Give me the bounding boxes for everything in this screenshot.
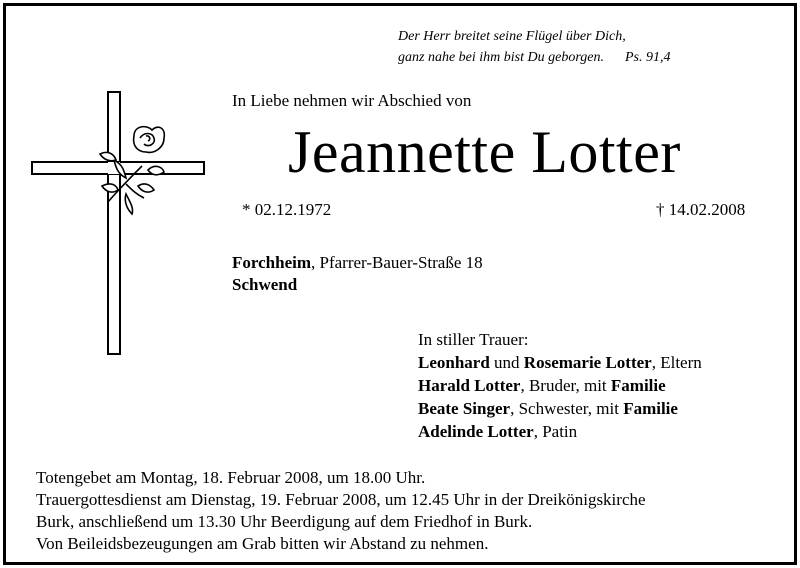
verse-reference: Ps. 91,4 [624, 50, 671, 65]
address-street-1: , Pfarrer-Bauer-Straße 18 [311, 253, 483, 272]
mourners-block [418, 328, 702, 443]
address-city-2: Schwend [232, 275, 298, 294]
mourner-row [418, 420, 702, 443]
mourner-relation: , Bruder, mit [520, 376, 611, 395]
mourner-name: Beate Singer [418, 399, 511, 418]
service-line-2: Trauergottesdienst am Dienstag, 19. Februar 2008, um 12.45 Uhr in der Dreikönigskirche [36, 490, 646, 509]
mourner-relation: , Schwester, mit [510, 399, 624, 418]
mourner-name: Adelinde Lotter [418, 422, 534, 441]
mourners-list [418, 351, 702, 443]
farewell-intro: In Liebe nehmen wir Abschied von [232, 91, 472, 110]
mourner-name: Harald Lotter [418, 376, 521, 395]
mourner-name: Familie [610, 376, 666, 395]
mourner-row [418, 374, 702, 397]
obituary-notice [3, 3, 797, 565]
address-line-2 [232, 274, 483, 296]
verse-line-2-text: ganz nahe bei ihm bist Du geborgen. [398, 50, 604, 65]
mourner-name: Familie [623, 399, 678, 418]
address-line-1 [232, 252, 483, 274]
bible-verse [398, 26, 670, 68]
verse-line-2 [398, 47, 670, 68]
service-line-4: Von Beileidsbezeugungen am Grab bitten wir Abstand zu nehmen. [36, 534, 489, 553]
mourner-row [418, 397, 702, 420]
mourner-relation: und [489, 353, 524, 372]
address-block [232, 252, 483, 296]
birth-date: * 02.12.1972 [242, 200, 332, 219]
service-details [36, 467, 646, 555]
deceased-name: Jeannette Lotter [288, 119, 681, 185]
service-line-1: Totengebet am Montag, 18. Februar 2008, um 18.00 Uhr. [36, 468, 426, 487]
mourner-name: Leonhard [418, 353, 490, 372]
mourner-name: Rosemarie Lotter [523, 353, 652, 372]
mourner-relation: , Patin [533, 422, 578, 441]
mourners-heading: In stiller Trauer: [418, 330, 529, 349]
service-line-3: Burk, anschließend um 13.30 Uhr Beerdigung auf dem Friedhof in Burk. [36, 512, 533, 531]
verse-line-1: Der Herr breitet seine Flügel über Dich, [398, 29, 626, 44]
address-city-1: Forchheim [232, 253, 312, 272]
mourner-relation: , Eltern [651, 353, 702, 372]
mourner-row [418, 351, 702, 374]
cross-with-rose-icon [30, 90, 208, 358]
death-date: † 14.02.2008 [656, 200, 746, 219]
